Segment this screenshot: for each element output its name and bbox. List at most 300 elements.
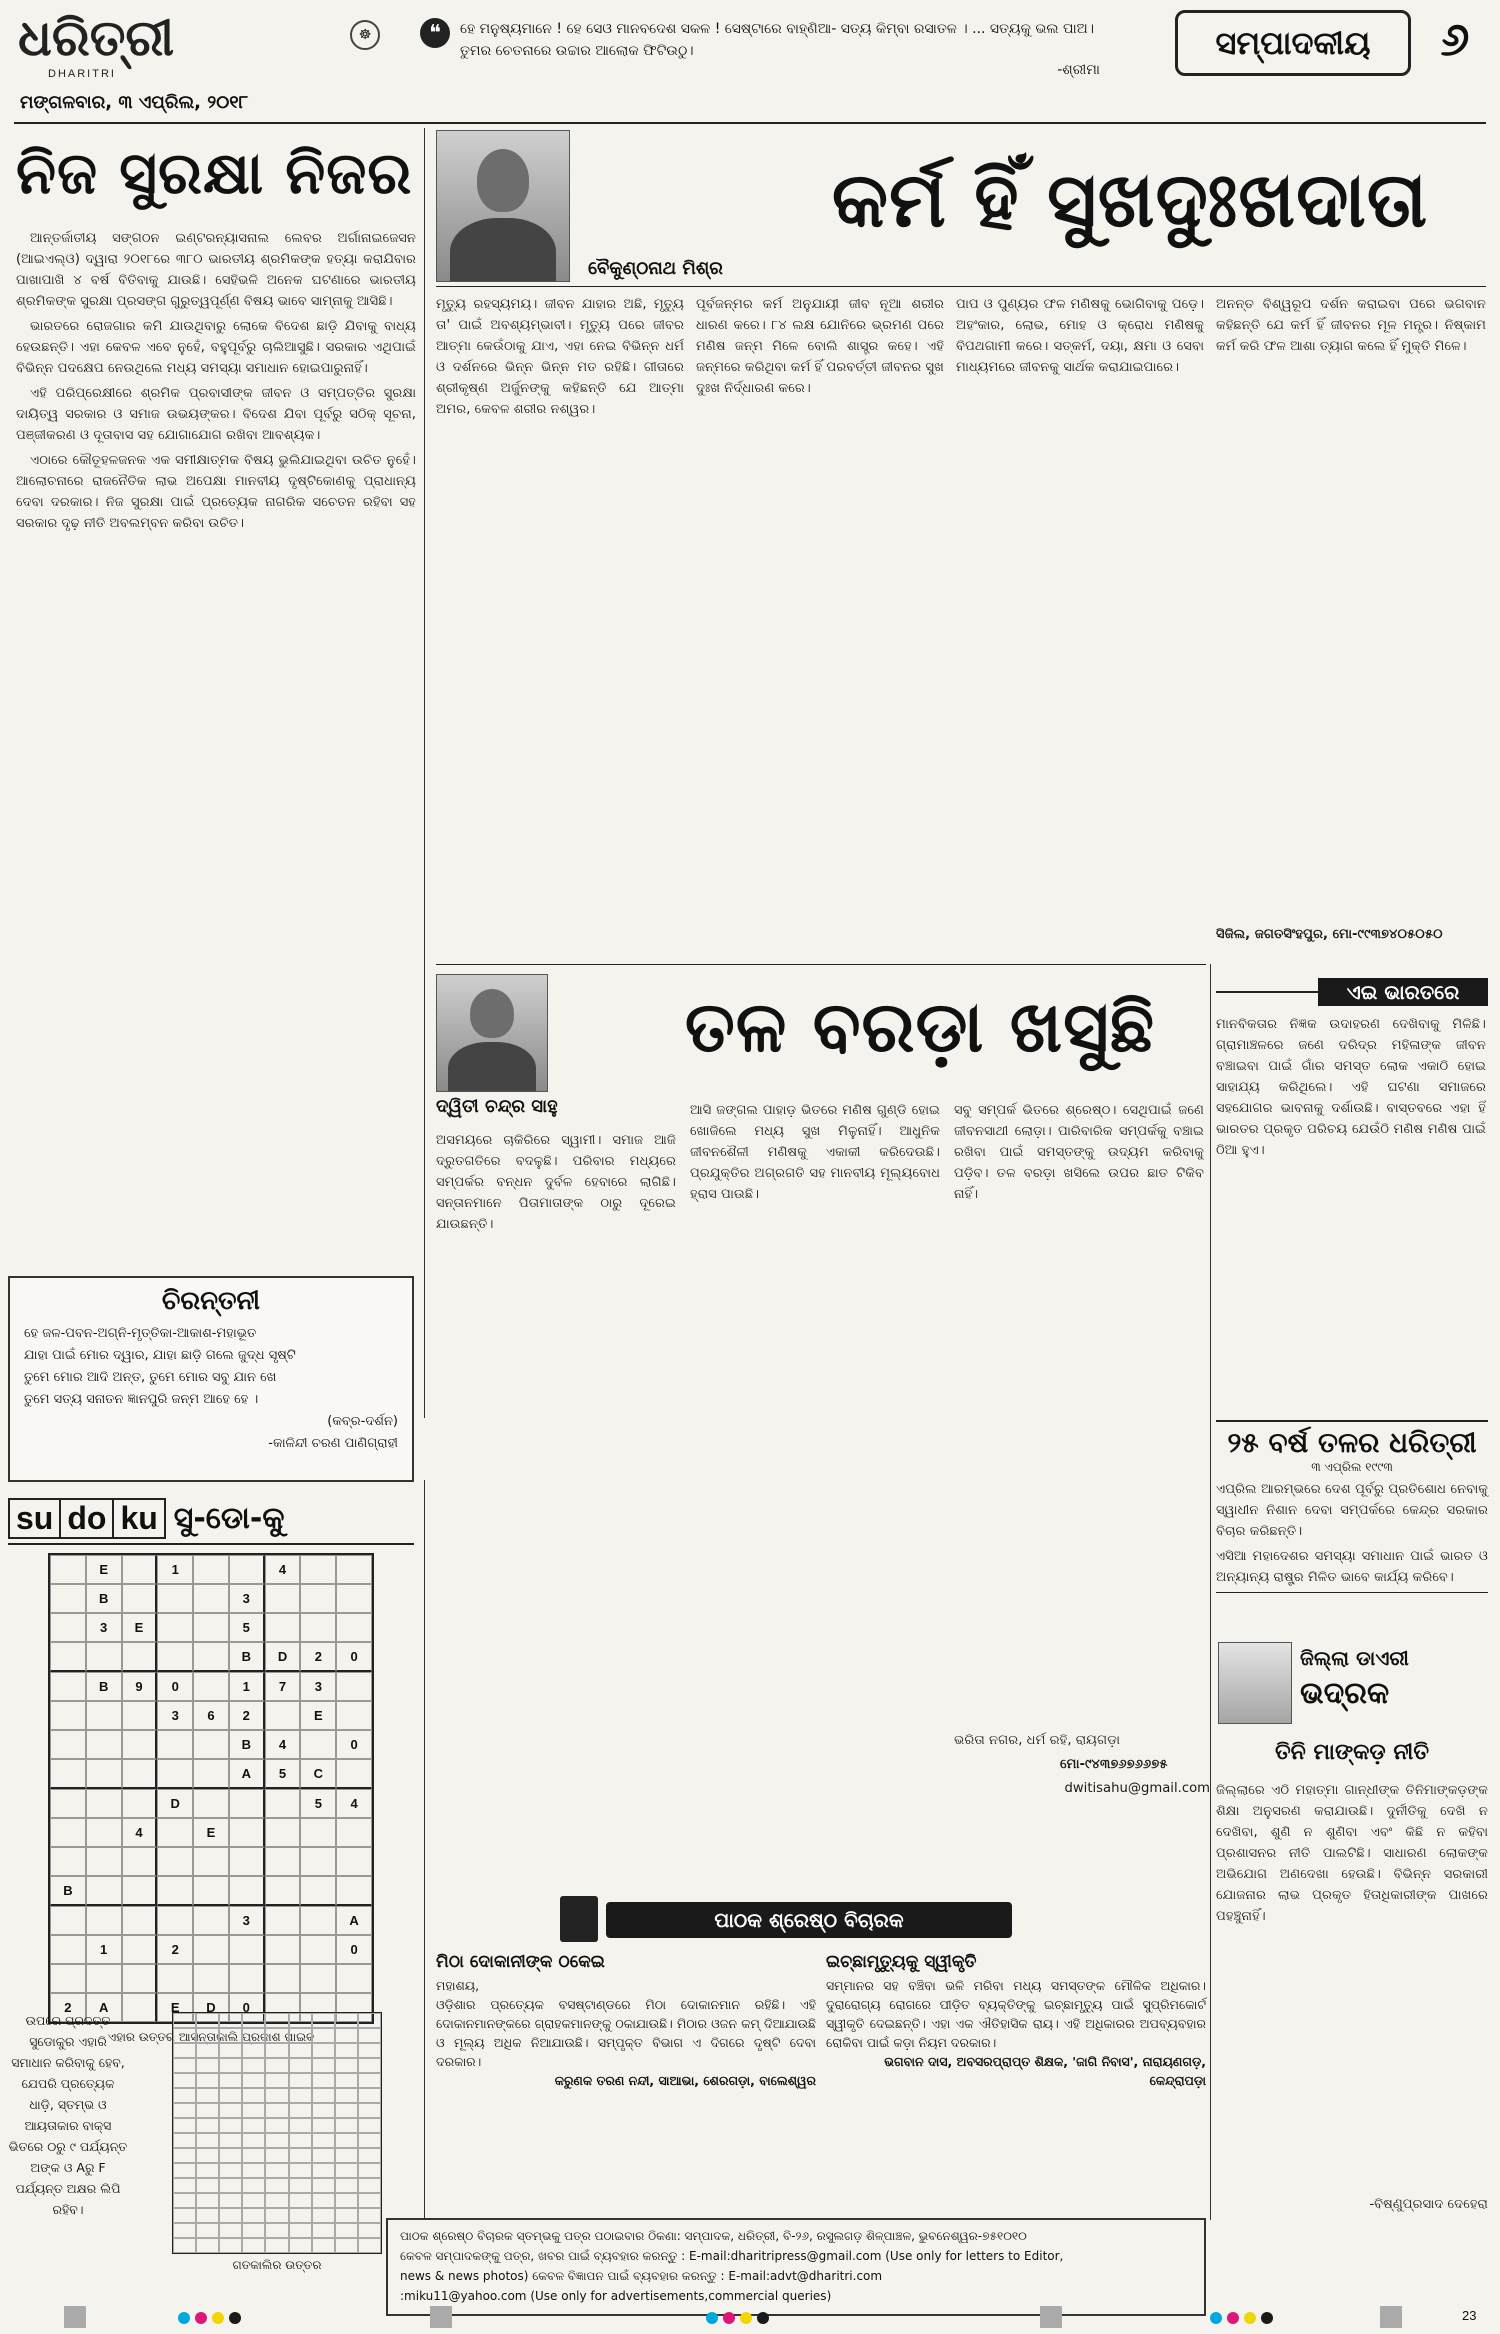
- daily-quote: [420, 18, 1100, 92]
- sudoku-cell: 4: [265, 1730, 301, 1759]
- sudoku-cell: [50, 1789, 86, 1818]
- registration-mark: [430, 2306, 452, 2328]
- solution-cell: [335, 2223, 358, 2238]
- district-story-title: ତିନି ମାଙ୍କଡ଼ ନୀତି: [1274, 1740, 1430, 1765]
- solution-cell: [358, 2088, 381, 2103]
- solution-cell: [196, 2238, 219, 2253]
- sudoku-cell: [300, 1906, 336, 1935]
- solution-cell: [358, 2013, 381, 2028]
- solution-cell: [335, 2043, 358, 2058]
- solution-cell: [265, 2103, 288, 2118]
- jubilee-section: [1216, 1420, 1488, 1593]
- solution-cell: [242, 2073, 265, 2088]
- logo-text: ଧରିତ୍ରୀ: [18, 9, 175, 67]
- masthead-divider: [14, 122, 1486, 124]
- sudoku-cell: [122, 1730, 158, 1759]
- footer-line: :miku11@yahoo.com (Use only for advertisements,commercial queries): [400, 2289, 832, 2303]
- sudoku-cell: B: [229, 1730, 265, 1759]
- solution-cell: [312, 2223, 335, 2238]
- yellow-dot: [1244, 2312, 1256, 2324]
- sudoku-cell: D: [157, 1789, 193, 1818]
- sudoku-title-part: su: [10, 1500, 61, 1537]
- feature-column: ପାପ ଓ ପୁଣ୍ୟର ଫଳ ମଣିଷକୁ ଭୋଗିବାକୁ ପଡ଼େ। ଅହଂକାର, ଲୋଭ, ମୋହ ଓ କ୍ରୋଧ ମଣିଷକୁ ବିପଥଗାମୀ କରେ। ସତ୍କର୍ମ, ଦୟା, କ୍ଷମା ଓ ସେବା ମାଧ୍ୟମରେ ଜୀବନକୁ ସାର୍ଥକ କରାଯାଇପାରେ।: [956, 297, 1204, 375]
- solution-cell: [173, 2043, 196, 2058]
- sudoku-cell: [157, 1730, 193, 1759]
- solution-cell: [196, 2088, 219, 2103]
- solution-cell: [242, 2193, 265, 2208]
- sudoku-cell: A: [336, 1906, 372, 1935]
- sudoku-cell: [336, 1964, 372, 1993]
- solution-cell: [196, 2223, 219, 2238]
- solution-cell: [312, 2073, 335, 2088]
- solution-cell: [289, 2058, 312, 2073]
- solution-cell: [312, 2103, 335, 2118]
- solution-cell: [358, 2133, 381, 2148]
- solution-cell: [358, 2058, 381, 2073]
- sudoku-cell: [122, 1876, 158, 1906]
- sudoku-cell: [300, 1935, 336, 1964]
- cyan-dot: [706, 2312, 718, 2324]
- sudoku-cell: [86, 1964, 122, 1993]
- sudoku-cell: 0: [336, 1935, 372, 1964]
- solution-cell: [173, 2193, 196, 2208]
- jubilee-date: ୩ ଏପ୍ରିଲ ୧୯୯୩: [1311, 1460, 1393, 1474]
- sudoku-cell: [193, 1555, 229, 1584]
- sudoku-answer-note: ଏହାର ଉତ୍ତର ଆସନ୍ତାକାଲି ପ୍ରକାଶ ପାଇବ: [107, 2030, 315, 2044]
- yesterday-solution: [172, 2012, 382, 2273]
- solution-cell: [312, 2178, 335, 2193]
- solution-cell: [335, 2103, 358, 2118]
- sudoku-cell: E: [300, 1701, 336, 1730]
- sudoku-cell: [86, 1906, 122, 1935]
- poet-name: -କାଳିନ୍ଦୀ ଚରଣ ପାଣିଗ୍ରାହୀ: [268, 1436, 398, 1451]
- sudoku-cell: 3: [157, 1701, 193, 1730]
- magenta-dot: [723, 2312, 735, 2324]
- sudoku-cell: [50, 1818, 86, 1847]
- sudoku-cell: 0: [336, 1730, 372, 1759]
- solution-cell: [219, 2043, 242, 2058]
- solution-cell: [196, 2178, 219, 2193]
- solution-cell: [219, 2073, 242, 2088]
- sudoku-cell: B: [50, 1876, 86, 1906]
- solution-cell: [289, 2118, 312, 2133]
- sudoku-title-en: [8, 1498, 166, 1539]
- sudoku-cell: [265, 1584, 301, 1613]
- black-dot: [229, 2312, 241, 2324]
- sudoku-cell: 2: [229, 1701, 265, 1730]
- sudoku-cell: [86, 1789, 122, 1818]
- sudoku-cell: [300, 1555, 336, 1584]
- editorial-headline: ନିଜ ସୁରକ୍ଷା ନିଜର: [16, 139, 413, 207]
- solution-cell: [242, 2058, 265, 2073]
- solution-cell: [335, 2193, 358, 2208]
- ei-bharatare-body: ମାନବିକତାର ନିଜ୍ଞକ ଉଦାହରଣ ଦେଖିବାକୁ ମିଳିଛି। ଗ୍ରାମାଞ୍ଚଳରେ ଜଣେ ଦରିଦ୍ର ମହିଳାଙ୍କ ଜୀବନ ବଞ୍ଚାଇବା ପାଇଁ ଗାଁର ସମସ୍ତ ଲୋକ ଏକାଠି ହୋଇ ସାହାଯ୍ୟ କରିଥିଲେ। ଏହି ଘଟଣା ସମାଜରେ ସହଯୋଗର ଭାବନାକୁ ଦର୍ଶାଉଛି। ବାସ୍ତବରେ ଏହା ହିଁ ଭାରତର ପ୍ରକୃତ ପରିଚୟ ଯେଉଁଠି ମଣିଷ ମଣିଷ ପାଇଁ ଠିଆ ହୁଏ।: [1216, 1017, 1486, 1158]
- sudoku-cell: [193, 1584, 229, 1613]
- sudoku-cell: C: [300, 1759, 336, 1789]
- sudoku-cell: [229, 1818, 265, 1847]
- sudoku-cell: [300, 1847, 336, 1876]
- sudoku-cell: [86, 1642, 122, 1672]
- solution-grid: [172, 2012, 382, 2254]
- sudoku-cell: A: [86, 1993, 122, 2022]
- solution-cell: [242, 2013, 265, 2028]
- solution-cell: [196, 2058, 219, 2073]
- editorial-paragraph: ଏହି ପରିପ୍ରେକ୍ଷୀରେ ଶ୍ରମିକ ପ୍ରବାସୀଙ୍କ ଜୀବନ ଓ ସମ୍ପତ୍ତିର ସୁରକ୍ଷା ଦାୟିତ୍ୱ ସରକାର ଓ ସମାଜ ଉଭୟଙ୍କର। ବିଦେଶ ଯିବା ପୂର୍ବରୁ ସଠିକ୍ ସୂଚନା, ପଞ୍ଜୀକରଣ ଓ ଦୂତାବାସ ସହ ଯୋଗାଯୋଗ ରଖିବା ଆବଶ୍ୟକ।: [16, 386, 416, 443]
- sudoku-cell: [265, 1935, 301, 1964]
- sudoku-cell: [300, 1613, 336, 1642]
- registration-mark: [1040, 2306, 1062, 2328]
- solution-cell: [289, 2133, 312, 2148]
- registration-mark: [1380, 2306, 1402, 2328]
- solution-label: ଗତକାଲିର ଉତ୍ତର: [232, 2258, 322, 2272]
- solution-cell: [312, 2163, 335, 2178]
- feature-divider: [436, 286, 1486, 287]
- solution-cell: [265, 2163, 288, 2178]
- sudoku-cell: 3: [229, 1584, 265, 1613]
- sudoku-cell: [157, 1876, 193, 1906]
- solution-cell: [242, 2088, 265, 2103]
- sudoku-cell: [122, 1759, 158, 1789]
- district-diary-title: ଜିଲ୍ଲା ଡାଏରୀ: [1300, 1646, 1409, 1670]
- solution-cell: [173, 2028, 196, 2043]
- letter-sender: କରୁଣକ ତରଣ ନନ୍ଦୀ, ସାଆଭା, ଶେରଗଡ଼ା, ବାଲେଶ୍ୱର: [554, 2073, 816, 2088]
- black-dot: [757, 2312, 769, 2324]
- author-name: ଦ୍ୱିତୀ ଚନ୍ଦ୍ର ସାହୁ: [436, 1096, 558, 1117]
- solution-cell: [219, 2118, 242, 2133]
- sudoku-cell: [265, 1964, 301, 1993]
- solution-cell: [312, 2208, 335, 2223]
- solution-cell: [265, 2223, 288, 2238]
- sudoku-cell: [50, 1935, 86, 1964]
- solution-cell: [312, 2028, 335, 2043]
- solution-cell: [358, 2073, 381, 2088]
- solution-cell: [219, 2208, 242, 2223]
- solution-cell: [265, 2088, 288, 2103]
- solution-cell: [173, 2178, 196, 2193]
- solution-cell: [312, 2133, 335, 2148]
- solution-cell: [173, 2088, 196, 2103]
- solution-cell: [173, 2073, 196, 2088]
- color-registration: [1210, 2312, 1273, 2324]
- editorial-paragraph: ଆନ୍ତର୍ଜାତୀୟ ସଙ୍ଗଠନ ଇଣ୍ଟରନ୍ୟାସନାଲ ଲେବର ଅର୍ଗାନାଇଜେସନ (ଆଇଏଲ୍‌ଓ) ଦ୍ୱାରା ୨୦୧୮ରେ ୩୮୦ ଭାରତୀୟ ଶ୍ରମିକଙ୍କ ହତ୍ୟା କରାଯିବାର ପାଖାପାଖି ୪ ବର୍ଷ ବିତିବାକୁ ଯାଉଛି। ସେହିଭଳି ଅନେକ ଘଟଣାରେ ଭାରତୀୟ ଶ୍ରମିକଙ୍କ ସୁରକ୍ଷା ପ୍ରସଙ୍ଗ ଗୁରୁତ୍ୱପୂର୍ଣ୍ଣ ବିଷୟ ଭାବେ ସାମ୍ନାକୁ ଆସିଛି।: [16, 231, 416, 309]
- sudoku-cell: 5: [229, 1613, 265, 1642]
- sudoku-cell: 0: [336, 1642, 372, 1672]
- sudoku-cell: [300, 1584, 336, 1613]
- solution-cell: [265, 2073, 288, 2088]
- sudoku-title-part: ku: [120, 1500, 158, 1536]
- sudoku-cell: [265, 1906, 301, 1935]
- solution-cell: [196, 2193, 219, 2208]
- sudoku-cell: [50, 1847, 86, 1876]
- sudoku-cell: [265, 1818, 301, 1847]
- cyan-dot: [1210, 2312, 1222, 2324]
- solution-cell: [219, 2058, 242, 2073]
- sudoku-instructions: ଉପରେ ପ୍ରଦତ୍ତ ସୁଡୋକୁର ଏହାରି ସମାଧାନ କରିବାକୁ ହେବ, ଯେପରି ପ୍ରତ୍ୟେକ ଧାଡ଼ି, ସ୍ତମ୍ଭ ଓ ଆୟତାକାର ବାକ୍ସ ଭିତରେ ୦ରୁ ୯ ପର୍ଯ୍ୟନ୍ତ ଅଙ୍କ ଓ Aରୁ F ପର୍ଯ୍ୟନ୍ତ ଅକ୍ଷର ଲିପି ରହିବ।: [8, 2013, 128, 2217]
- sudoku-cell: [157, 1759, 193, 1789]
- sudoku-cell: [193, 1906, 229, 1935]
- sudoku-cell: [336, 1876, 372, 1906]
- solution-cell: [242, 2028, 265, 2043]
- solution-cell: [219, 2133, 242, 2148]
- solution-cell: [335, 2028, 358, 2043]
- quote-author: -ଶ୍ରୀମା: [1057, 62, 1100, 78]
- solution-cell: [173, 2118, 196, 2133]
- solution-cell: [265, 2028, 288, 2043]
- sudoku-cell: 5: [265, 1759, 301, 1789]
- solution-cell: [242, 2223, 265, 2238]
- letter-body: ସମ୍ମାନର ସହ ବଞ୍ଚିବା ଭଳି ମରିବା ମଧ୍ୟ ସମସ୍ତଙ୍କ ମୌଳିକ ଅଧିକାର। ଦୁରାରୋଗ୍ୟ ରୋଗରେ ପୀଡ଼ିତ ବ୍ୟକ୍ତିଙ୍କୁ ଇଚ୍ଛାମୃତ୍ୟୁ ପାଇଁ ସୁପ୍ରିମକୋର୍ଟ ସ୍ୱୀକୃତି ଦେଇଛନ୍ତି। ଏହା ଏକ ଐତିହାସିକ ରାୟ। ଏହି ଅଧିକାରର ଅପବ୍ୟବହାର ରୋକିବା ପାଇଁ କଡ଼ା ନିୟମ ଦରକାର।: [826, 1978, 1206, 2050]
- solution-cell: [358, 2178, 381, 2193]
- sudoku-cell: [86, 1818, 122, 1847]
- solution-cell: [173, 2058, 196, 2073]
- solution-cell: [219, 2178, 242, 2193]
- solution-cell: [335, 2073, 358, 2088]
- logo-subtext: DHARITRI: [48, 68, 116, 80]
- solution-cell: [242, 2118, 265, 2133]
- solution-cell: [265, 2178, 288, 2193]
- contact-footer: [386, 2218, 1206, 2316]
- solution-cell: [289, 2028, 312, 2043]
- solution-cell: [265, 2013, 288, 2028]
- sudoku-cell: 2: [157, 1935, 193, 1964]
- editorial-paragraph: ଭାରତରେ ରୋଜଗାର କମି ଯାଉଥିବାରୁ ଲୋକେ ବିଦେଶ ଛାଡ଼ି ଯିବାକୁ ବାଧ୍ୟ ହେଉଛନ୍ତି। ଏହା କେବଳ ଏବେ ନୁହେଁ, ବହୁପୂର୍ବରୁ ଚାଲିଆସୁଛି। ସରକାର ଏଥିପାଇଁ ବିଭିନ୍ନ ପଦକ୍ଷେପ ନେଉଥିଲେ ମଧ୍ୟ ସମସ୍ୟା ସମାଧାନ ହୋଇପାରୁନାହିଁ।: [16, 319, 416, 376]
- sudoku-cell: [336, 1847, 372, 1876]
- solution-cell: [265, 2043, 288, 2058]
- feature-contact: ମୋ-୯୪୩୭୬୭୬୬୭୫: [1060, 1757, 1168, 1772]
- solution-cell: [335, 2238, 358, 2253]
- sudoku-cell: 1: [229, 1672, 265, 1701]
- author-email: dwitisahu@gmail.com: [1064, 1781, 1210, 1796]
- solution-cell: [358, 2148, 381, 2163]
- solution-cell: [358, 2028, 381, 2043]
- sudoku-cell: [193, 1847, 229, 1876]
- solution-cell: [289, 2073, 312, 2088]
- solution-cell: [265, 2133, 288, 2148]
- sudoku-cell: [229, 1847, 265, 1876]
- sudoku-cell: [193, 1672, 229, 1701]
- solution-cell: [289, 2238, 312, 2253]
- sudoku-cell: D: [265, 1642, 301, 1672]
- solution-cell: [335, 2208, 358, 2223]
- sudoku-cell: [193, 1613, 229, 1642]
- solution-cell: [196, 2163, 219, 2178]
- black-dot: [1261, 2312, 1273, 2324]
- solution-cell: [312, 2193, 335, 2208]
- poem-line: ହେ ଜଳ-ପବନ-ଅଗ୍ନି-ମୃତ୍ତିକା-ଆକାଶ-ମହାଭୂତ: [24, 1326, 257, 1341]
- footer-line: କେବଳ ସମ୍ପାଦକଙ୍କୁ ପତ୍ର, ଖବର ପାଇଁ ବ୍ୟବହାର କରନ୍ତୁ : E-mail:dharitripress@gmail.com (Use only for letters to Editor,: [400, 2249, 1064, 2263]
- solution-cell: [242, 2208, 265, 2223]
- sudoku-cell: 0: [229, 1993, 265, 2022]
- sudoku-cell: [229, 1789, 265, 1818]
- sudoku-cell: [229, 1935, 265, 1964]
- magenta-dot: [195, 2312, 207, 2324]
- sudoku-cell: [122, 1584, 158, 1613]
- solution-cell: [312, 2058, 335, 2073]
- feature-column: ଅନନ୍ତ ବିଶ୍ୱରୂପ ଦର୍ଶନ କରାଇବା ପରେ ଭଗବାନ କହିଛନ୍ତି ଯେ କର୍ମ ହିଁ ଜୀବନର ମୂଳ ମନ୍ତ୍ର। ନିଷ୍କାମ କର୍ମ କରି ଫଳ ଆଶା ତ୍ୟାଗ କଲେ ହିଁ ମୁକ୍ତି ମିଳେ।: [1216, 297, 1486, 354]
- sudoku-cell: 1: [157, 1555, 193, 1584]
- solution-cell: [173, 2208, 196, 2223]
- sudoku-cell: [157, 1584, 193, 1613]
- sudoku-cell: [265, 1847, 301, 1876]
- feature-column: ଅସମୟରେ ଚାକିରିରେ ସ୍ୱାମୀ। ସମାଜ ଆଜି ଦ୍ରୁତଗତିରେ ବଦଳୁଛି। ପରିବାର ମଧ୍ୟରେ ସମ୍ପର୍କର ବନ୍ଧନ ଦୁର୍ବଳ ହେବାରେ ଲାଗିଛି। ସନ୍ତାନମାନେ ପିତାମାତାଙ୍କ ଠାରୁ ଦୂରେଇ ଯାଉଛନ୍ତି।: [436, 1133, 676, 1232]
- sudoku-cell: [122, 1847, 158, 1876]
- sudoku-cell: [193, 1935, 229, 1964]
- chirantani-box: [8, 1276, 414, 1482]
- solution-cell: [219, 2223, 242, 2238]
- sudoku-cell: [229, 1964, 265, 1993]
- sudoku-cell: [122, 1701, 158, 1730]
- solution-cell: [219, 2193, 242, 2208]
- sudoku-cell: E: [86, 1555, 122, 1584]
- sudoku-cell: [336, 1555, 372, 1584]
- solution-cell: [173, 2163, 196, 2178]
- solution-cell: [289, 2088, 312, 2103]
- letter-title: ଇଚ୍ଛାମୃତ୍ୟୁକୁ ସ୍ୱୀକୃତି: [826, 1952, 977, 1972]
- jubilee-item: ଏପ୍ରିଲ ଆରମ୍ଭରେ ଦେଶ ପୂର୍ବରୁ ପ୍ରତିଶୋଧ ନେବାକୁ ସ୍ୱାଧୀନ ନିଶାନ ଦେବା ସମ୍ପର୍କରେ କେନ୍ଦ୍ର ସରକାର ବିଚାର କରିଛନ୍ତି।: [1216, 1482, 1488, 1539]
- jubilee-item: ଏସିଆ ମହାଦେଶର ସମସ୍ୟା ସମାଧାନ ପାଇଁ ଭାରତ ଓ ଅନ୍ୟାନ୍ୟ ରାଷ୍ଟ୍ର ମିଳିତ ଭାବେ କାର୍ଯ୍ୟ କରିବେ।: [1216, 1549, 1488, 1585]
- solution-cell: [335, 2148, 358, 2163]
- sudoku-cell: [265, 1789, 301, 1818]
- sudoku-cell: [122, 1555, 158, 1584]
- sudoku-cell: 1: [86, 1935, 122, 1964]
- sudoku-cell: E: [157, 1993, 193, 2022]
- solution-cell: [289, 2223, 312, 2238]
- sudoku-cell: [157, 1847, 193, 1876]
- sudoku-cell: [86, 1876, 122, 1906]
- solution-cell: [242, 2133, 265, 2148]
- solution-cell: [335, 2118, 358, 2133]
- feature-headline: କର୍ମ ହିଁ ସୁଖଦୁଃଖଦାତା: [831, 155, 1429, 244]
- solution-cell: [358, 2193, 381, 2208]
- letter-title: ମିଠା ଦୋକାନୀଙ୍କ ଠକେଇ: [436, 1952, 605, 1972]
- sudoku-section: [8, 1498, 414, 2045]
- sudoku-cell: [336, 1672, 372, 1701]
- sudoku-cell: [157, 1613, 193, 1642]
- solution-cell: [196, 2118, 219, 2133]
- sudoku-cell: [86, 1847, 122, 1876]
- letter-salutation: ମହାଶୟ,: [436, 1978, 480, 1993]
- solution-cell: [242, 2148, 265, 2163]
- reader-icon: [560, 1896, 598, 1942]
- sudoku-cell: [86, 1759, 122, 1789]
- sudoku-cell: [336, 1584, 372, 1613]
- solution-cell: [196, 2133, 219, 2148]
- sudoku-cell: 2: [300, 1642, 336, 1672]
- feature-divider: [436, 964, 1206, 965]
- sudoku-cell: [50, 1642, 86, 1672]
- sudoku-cell: [86, 1730, 122, 1759]
- solution-cell: [219, 2163, 242, 2178]
- solution-cell: [335, 2088, 358, 2103]
- sudoku-cell: [157, 1818, 193, 1847]
- solution-cell: [173, 2238, 196, 2253]
- solution-cell: [242, 2043, 265, 2058]
- sudoku-cell: [122, 1935, 158, 1964]
- sudoku-cell: [300, 1818, 336, 1847]
- quote-icon: ❝: [420, 18, 450, 48]
- sudoku-cell: [193, 1759, 229, 1789]
- feature-column: ସବୁ ସମ୍ପର୍କ ଭିତରେ ଶ୍ରେଷ୍ଠ। ସେଥିପାଇଁ ଜଣେ ଜୀବନସାଥୀ ଲୋଡ଼ା। ପାରିବାରିକ ସମ୍ପର୍କକୁ ବଞ୍ଚାଇ ରଖିବା ପାଇଁ ସମସ୍ତଙ୍କୁ ଉଦ୍ୟମ କରିବାକୁ ପଡ଼ିବ। ତଳ ବରଡ଼ା ଖସିଲେ ଉପର ଛାତ ଟିକିବ ନାହିଁ।: [954, 1103, 1204, 1202]
- poem-source: (କବ୍ର-ଦର୍ଶନ): [327, 1414, 398, 1429]
- feature-column: ପୂର୍ବଜନ୍ମର କର୍ମ ଅନୁଯାୟୀ ଜୀବ ନୂଆ ଶରୀର ଧାରଣ କରେ। ୮୪ ଲକ୍ଷ ଯୋନିରେ ଭ୍ରମଣ ପରେ ମଣିଷ ଜନ୍ମ ମିଳେ ବୋଲି ଶାସ୍ତ୍ର କହେ। ଏହି ଜନ୍ମରେ କରିଥିବା କର୍ମ ହିଁ ପରବର୍ତ୍ତୀ ଜୀବନର ସୁଖ ଦୁଃଖ ନିର୍ଦ୍ଧାରଣ କରେ।: [696, 297, 944, 396]
- dateline: ମଙ୍ଗଳବାର, ୩ ଏପ୍ରିଲ, ୨୦୧୮: [20, 92, 249, 113]
- solution-cell: [312, 2088, 335, 2103]
- solution-cell: [173, 2133, 196, 2148]
- solution-cell: [265, 2118, 288, 2133]
- poem-line: ଯାହା ପାଇଁ ମୋର ଦ୍ୱାର, ଯାହା ଛାଡ଼ି ଗଲେ ଜୁଦ୍ଧ ସୃଷ୍ଟି: [24, 1348, 296, 1363]
- sudoku-cell: [86, 1701, 122, 1730]
- solution-cell: [219, 2148, 242, 2163]
- sudoku-cell: [157, 1642, 193, 1672]
- sudoku-cell: [157, 1964, 193, 1993]
- sudoku-cell: [265, 1876, 301, 1906]
- solution-cell: [173, 2013, 196, 2028]
- yellow-dot: [212, 2312, 224, 2324]
- solution-cell: [335, 2163, 358, 2178]
- poem-line: ତୁମେ ମୋର ଆଦି ଅନ୍ତ, ତୁମେ ମୋର ସବୁ ଯାନ ଖେ: [24, 1370, 277, 1385]
- temple-photo: [1218, 1642, 1292, 1724]
- solution-cell: [312, 2043, 335, 2058]
- solution-cell: [289, 2013, 312, 2028]
- district-name: ଭଦ୍ରକ: [1300, 1676, 1390, 1711]
- sudoku-cell: [193, 1642, 229, 1672]
- sudoku-cell: B: [86, 1584, 122, 1613]
- solution-cell: [358, 2208, 381, 2223]
- feature-address: ଭରିତା ନଗର, ଧର୍ମ ରହି, ରାୟଗଡ଼ା: [954, 1733, 1120, 1748]
- solution-cell: [196, 2148, 219, 2163]
- feature-contact: ସିଜିଲ, ଜଗତସିଂହପୁର, ମୋ-୯୯୩୭୪୦୫୦୫୦: [1216, 927, 1443, 942]
- solution-cell: [265, 2208, 288, 2223]
- solution-cell: [242, 2178, 265, 2193]
- sudoku-cell: 3: [86, 1613, 122, 1642]
- sudoku-cell: [122, 1964, 158, 1993]
- page-corner-number: 23: [1462, 2308, 1477, 2323]
- solution-cell: [335, 2178, 358, 2193]
- reader-letter: [436, 1952, 816, 2090]
- sudoku-title-or: ସୁ-ଡୋ-କୁ: [173, 1501, 285, 1536]
- sudoku-cell: B: [229, 1642, 265, 1672]
- district-signature: -ବିଷ୍ଣୁପ୍ରସାଦ ଦେହେରା: [1369, 2197, 1488, 2212]
- sudoku-cell: [265, 1701, 301, 1730]
- solution-cell: [265, 2148, 288, 2163]
- registration-mark: [64, 2306, 86, 2328]
- sudoku-cell: D: [193, 1993, 229, 2022]
- readers-banner: ପାଠକ ଶ୍ରେଷ୍ଠ ବିଚାରକ: [606, 1902, 1012, 1938]
- sudoku-cell: [50, 1906, 86, 1935]
- sudoku-cell: 5: [300, 1789, 336, 1818]
- sudoku-cell: [193, 1789, 229, 1818]
- solution-cell: [335, 2013, 358, 2028]
- solution-cell: [312, 2238, 335, 2253]
- solution-cell: [196, 2208, 219, 2223]
- solution-cell: [312, 2118, 335, 2133]
- author-photo: [436, 130, 570, 282]
- reader-letter: [826, 1952, 1206, 2090]
- column-divider: [424, 128, 425, 1418]
- sudoku-cell: [50, 1730, 86, 1759]
- solution-cell: [242, 2163, 265, 2178]
- column-divider: [1210, 964, 1211, 2220]
- letter-sender: ଭଗବାନ ଦାସ, ଅବସରପ୍ରାପ୍ତ ଶିକ୍ଷକ, 'ଜାଗି ନିବାସ', ନାରାୟଣଗଡ଼, କେନ୍ଦ୍ରାପଡ଼ା: [884, 2054, 1206, 2088]
- sudoku-cell: E: [122, 1613, 158, 1642]
- solution-cell: [289, 2193, 312, 2208]
- sudoku-cell: E: [193, 1818, 229, 1847]
- color-registration: [706, 2312, 769, 2324]
- solution-cell: [196, 2073, 219, 2088]
- solution-cell: [335, 2133, 358, 2148]
- solution-cell: [196, 2013, 219, 2028]
- color-registration: [178, 2312, 241, 2324]
